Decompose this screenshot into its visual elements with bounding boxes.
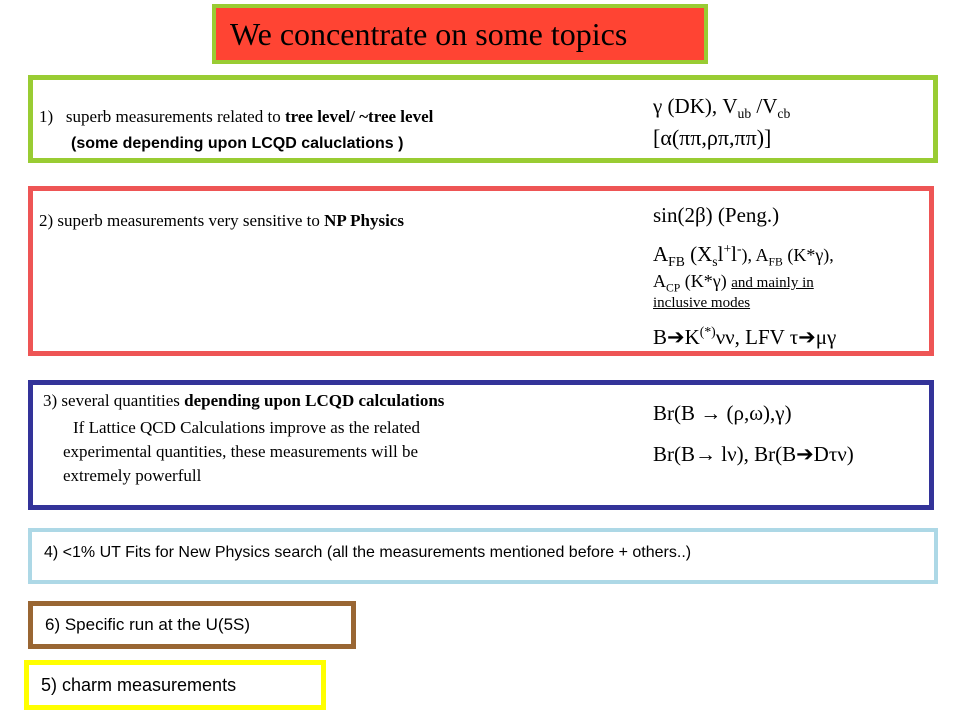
np-formula-bknunu: B➔K(*)νν, LFV τ➔μγ (653, 324, 837, 349)
charm-text: 5) charm measurements (41, 675, 237, 695)
lcqd-line1: 3) several quantities depending upon LCQD calculations (43, 391, 445, 410)
ut-fits-text: 4) <1% UT Fits for New Physics search (all the measurements mentioned before + others..) (44, 544, 692, 561)
tree-level-line1 (39, 107, 433, 127)
page-title: We concentrate on some topics (230, 16, 628, 52)
lcqd-bold: depending upon LCQD calculations (184, 391, 445, 410)
title-box (212, 4, 708, 64)
lcqd-formula2: Br(B→ lν), Br(B➔Dτν) (653, 442, 854, 466)
np-physics-bold: NP Physics (324, 211, 404, 230)
np-physics-box (28, 186, 934, 356)
lcqd-line3: experimental quantities, these measurements will be (63, 442, 418, 461)
tree-level-formula1: γ (DK), $V_{ub}$ $/V_{cb}$ (653, 94, 791, 122)
charm-box (24, 660, 326, 710)
np-formula-afb: $A_{FB}$ $(X_sl^+l^-)$, $A_{FB}$ (K*γ), (653, 241, 834, 270)
u5s-run-text: 6) Specific run at the U(5S) (45, 615, 251, 634)
np-inclusive-modes: inclusive modes (653, 295, 751, 311)
tree-level-box (28, 75, 938, 163)
lcqd-line2: If Lattice QCD Calculations improve as the related (73, 418, 420, 437)
tree-level-text: superb measurements related to (65, 107, 285, 126)
np-physics-line1: 2) superb measurements very sensitive to NP Physics (39, 211, 404, 230)
ut-fits-box (28, 528, 938, 584)
tree-level-number: 1) (39, 107, 54, 126)
u5s-run-box (28, 601, 356, 649)
lcqd-formula1: Br(B → (ρ,ω),γ) (653, 401, 792, 425)
tree-level-bold: tree level/ ~tree level (284, 107, 434, 126)
np-formula-sin2beta: sin(2β) (Peng.) (653, 203, 780, 227)
tree-level-line2: (some depending upon LCQD caluclations ) (71, 135, 404, 152)
np-formula-acp: $A_{CP}$ (K*γ) and mainly in (653, 271, 814, 295)
lcqd-box (28, 380, 934, 510)
tree-level-formula2: [α(ππ,ρπ,ππ)] (653, 125, 772, 150)
lcqd-line4: extremely powerfull (63, 466, 202, 485)
